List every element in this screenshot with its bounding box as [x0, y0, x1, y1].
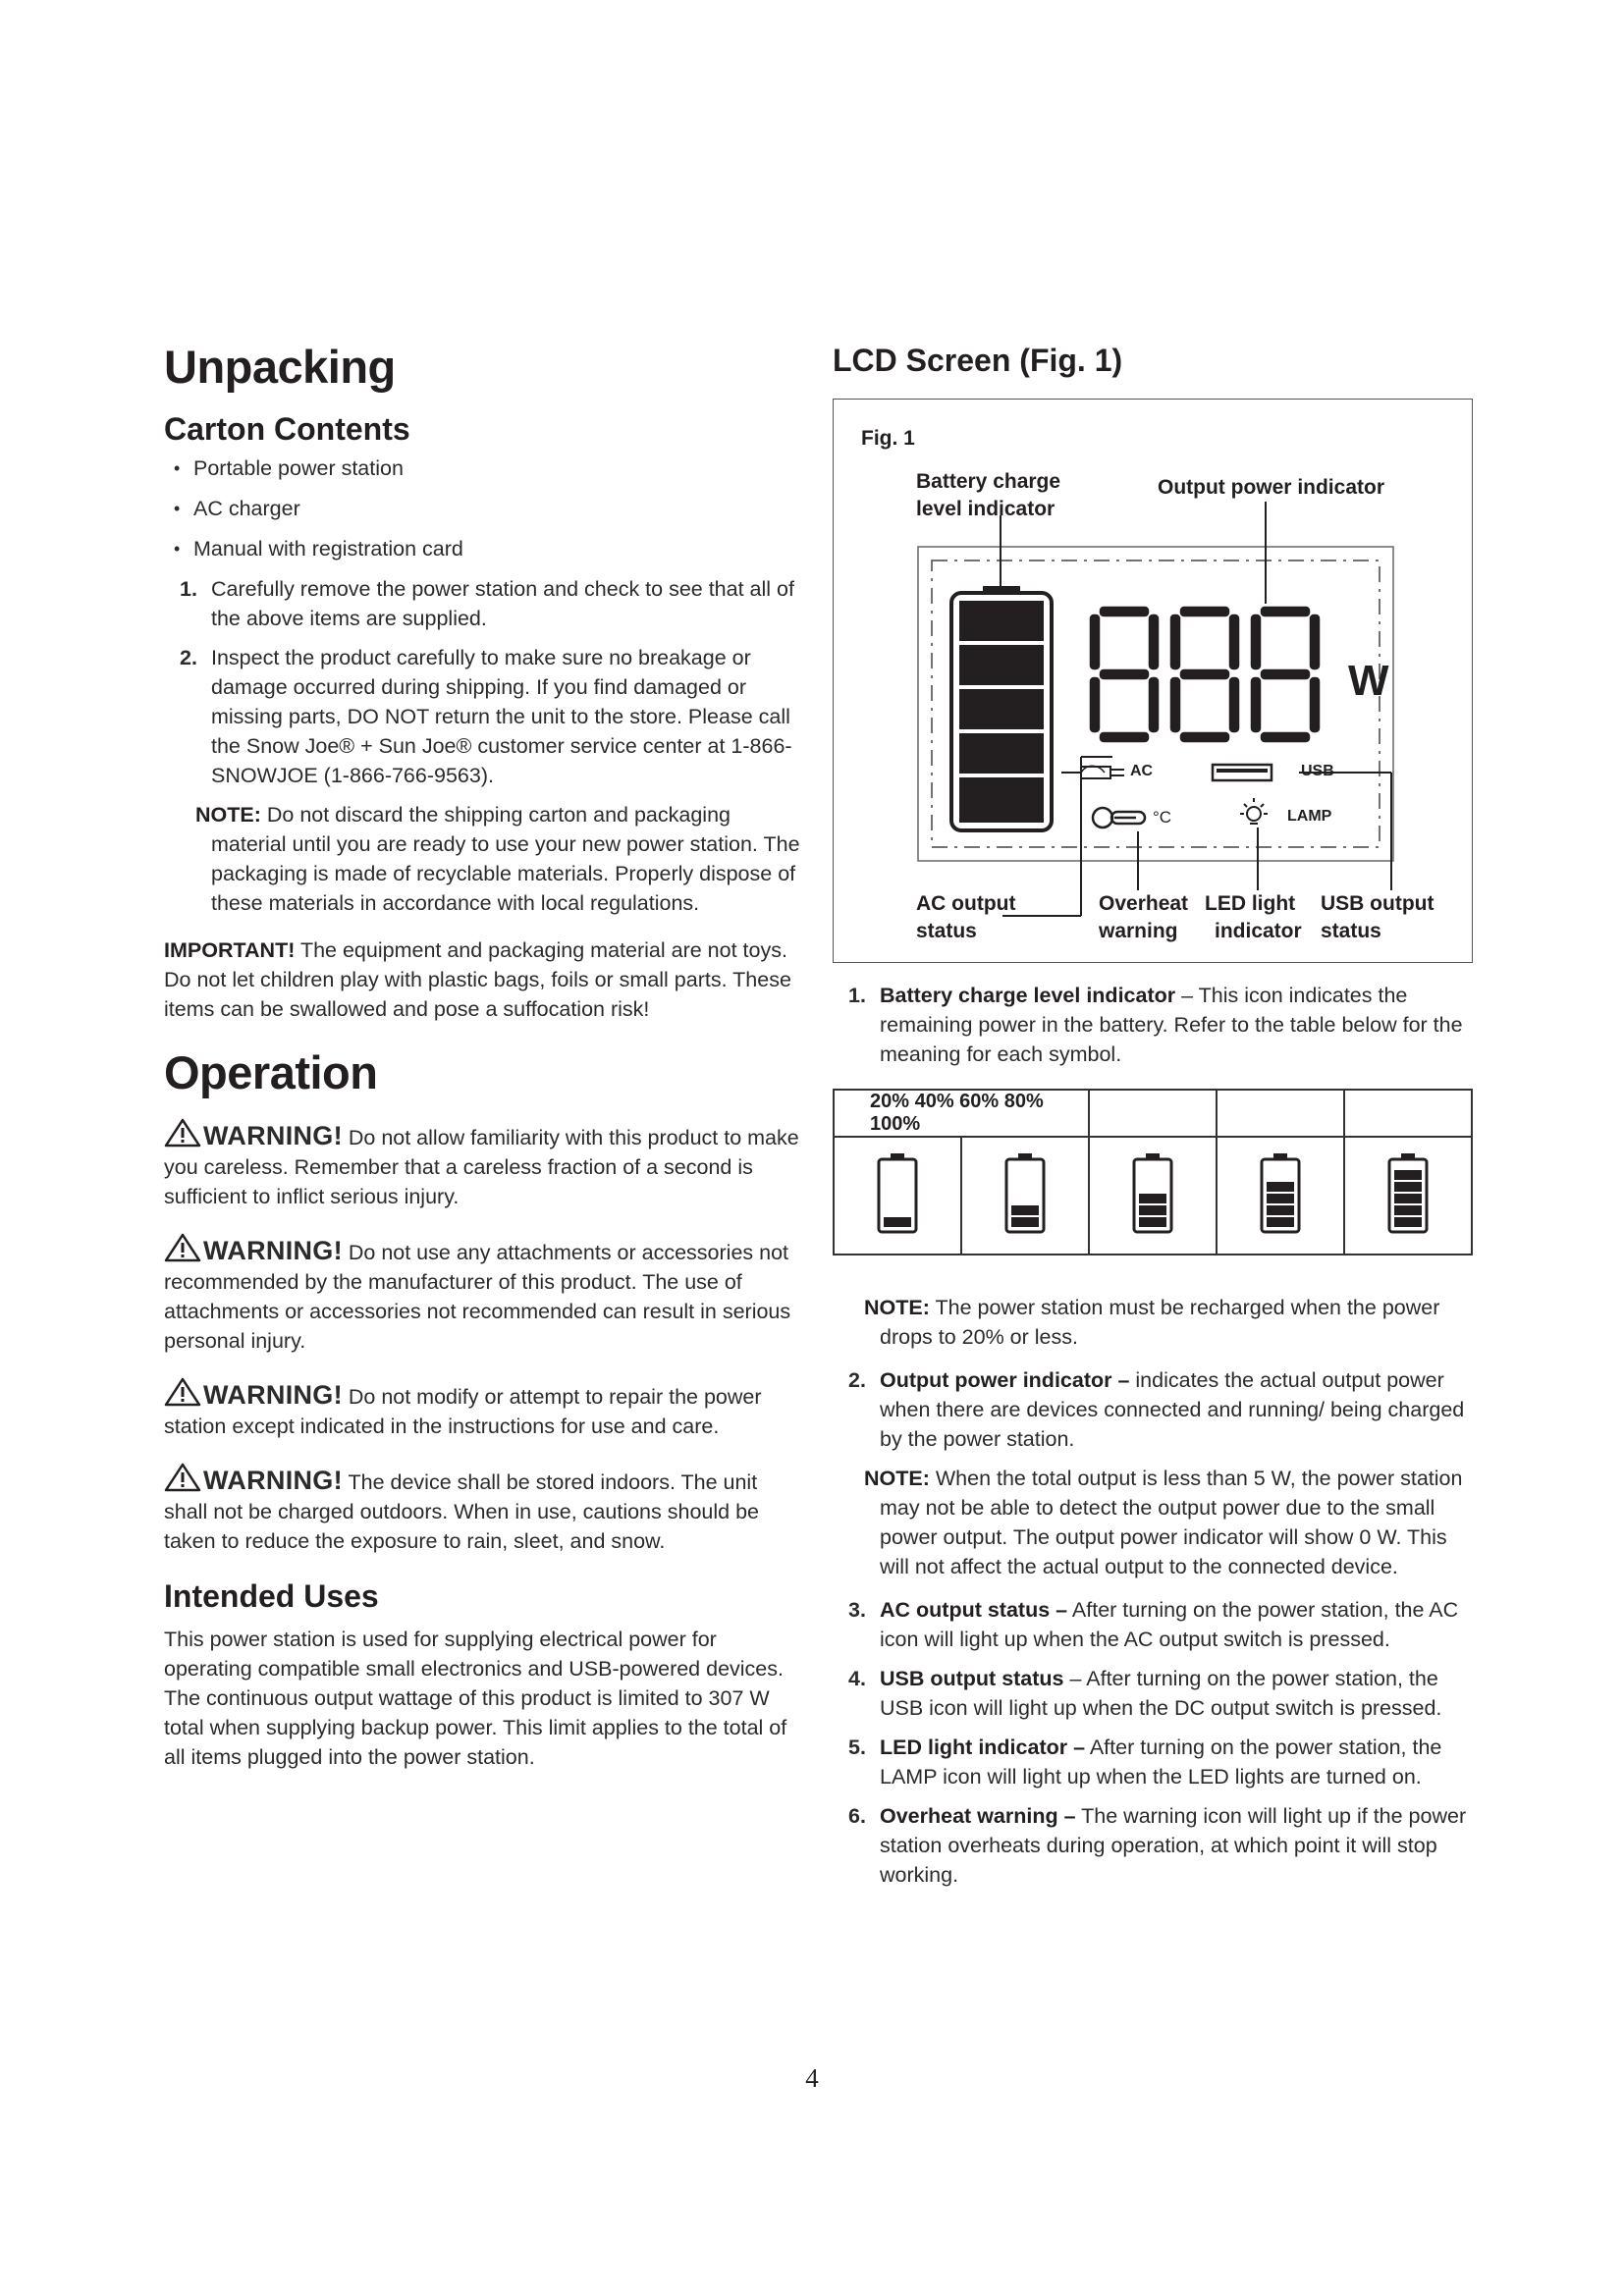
- list-item: 1. Carefully remove the power station and check to see that all of the above items are supplied.: [180, 577, 794, 631]
- battery-60-icon: [1131, 1152, 1174, 1235]
- battery-callout-label: Battery charge level indicator: [916, 470, 1061, 521]
- battery-level-cell: [1089, 1137, 1217, 1255]
- carton-contents-heading: Carton Contents: [164, 410, 410, 447]
- warning-block: WARNING! Do not use any attachments or accessories not recommended by the manufacturer of this product. The use of attachments or accessories not recommended can result in serious personal injury.: [164, 1233, 804, 1356]
- recharge-note: NOTE: The power station must be recharged when the power drops to 20% or less.: [864, 1296, 1440, 1350]
- battery-level-table: [833, 1089, 1473, 1255]
- warning-triangle-icon: [164, 1463, 201, 1492]
- intended-uses-heading: Intended Uses: [164, 1577, 379, 1614]
- page-number: 4: [805, 2063, 819, 2093]
- battery-40-icon: [1003, 1152, 1047, 1235]
- usb-output-status-label: USB output status: [1321, 892, 1435, 943]
- battery-level-cell: [961, 1137, 1089, 1255]
- output-callout-label: Output power indicator: [1158, 476, 1384, 500]
- list-item: 6. Overheat warning – The warning icon will light up if the power station overheats during operation, at which point it will stop working.: [848, 1804, 1467, 1888]
- temperature-icon-label: °C: [1153, 808, 1172, 828]
- battery-level-cell: [834, 1137, 961, 1255]
- seven-segment-digit: [1091, 608, 1158, 741]
- ac-plug-icon: [1061, 767, 1124, 779]
- operation-heading: Operation: [164, 1046, 378, 1099]
- led-light-indicator-label: LED light indicator: [1205, 892, 1302, 943]
- figure-label: Fig. 1: [861, 427, 915, 451]
- seven-segment-digit: [1171, 608, 1238, 741]
- intended-uses-text: This power station is used for supplying electrical power for operating compatible small electronics and USB-powered devices. The continuous output wattage of this product is limited to 307 W total when supplying backup power. This limit applies to the total of all items plugged into the power station.: [164, 1628, 787, 1770]
- usb-battery-icon: [1213, 765, 1272, 780]
- list-item: • AC charger: [174, 494, 804, 523]
- battery-level-cell: [1217, 1137, 1344, 1255]
- watt-unit-label: W: [1348, 657, 1389, 706]
- overheat-warning-label: Overheat warning: [1099, 892, 1189, 943]
- list-item: • Portable power station: [174, 454, 804, 483]
- battery-level-cell: [1344, 1137, 1472, 1255]
- warning-triangle-icon: [164, 1118, 201, 1148]
- list-item: 5. LED light indicator – After turning on the power station, the LAMP icon will light up when the LED lights are turned on.: [848, 1735, 1442, 1789]
- list-item: 4. USB output status – After turning on the power station, the USB icon will light up when the DC output switch is pressed.: [848, 1667, 1442, 1721]
- list-item: 3. AC output status – After turning on the power station, the AC icon will light up when the AC output switch is pressed.: [848, 1598, 1459, 1652]
- battery-100-icon: [1386, 1152, 1430, 1235]
- left-column: [164, 342, 804, 1772]
- lcd-items-part1: [833, 981, 1473, 1069]
- warning-block: WARNING! Do not allow familiarity with this product to make you careless. Remember that a careless fraction of a second is sufficient to inflict serious injury.: [164, 1118, 804, 1211]
- battery-80-icon: [1259, 1152, 1302, 1235]
- seven-segment-digit: [1252, 608, 1319, 741]
- list-item: • Manual with registration card: [174, 534, 804, 563]
- lamp-icon-label: LAMP: [1287, 808, 1332, 826]
- usb-icon-label: USB: [1301, 763, 1334, 780]
- unpacking-steps: [164, 574, 804, 790]
- warning-triangle-icon: [164, 1233, 201, 1262]
- thermometer-icon: [1093, 808, 1145, 828]
- unpacking-heading: Unpacking: [164, 341, 396, 393]
- output-note: NOTE: When the total output is less than 5 W, the power station may not be able to detect the output power due to the small power output. The output power indicator will show 0 W. This will not affect the actual output to the connected device.: [864, 1467, 1463, 1579]
- right-column: [833, 342, 1473, 1899]
- carton-contents-list: [174, 454, 804, 563]
- lcd-items-part2: [833, 1293, 1473, 1890]
- battery-table-header: 20% 40% 60% 80% 100%: [834, 1090, 1089, 1137]
- lamp-bulb-icon: [1240, 798, 1268, 824]
- important-notice: IMPORTANT! The equipment and packaging material are not toys. Do not let children play with plastic bags, foils or small parts. These items can be swallowed and pose a suffocation risk!: [164, 938, 791, 1022]
- ac-icon-label: AC: [1130, 763, 1154, 780]
- ac-output-status-label: AC output status: [916, 892, 1016, 943]
- warning-triangle-icon: [164, 1377, 201, 1407]
- warning-block: WARNING! Do not modify or attempt to repair the power station except indicated in the instructions for use and care.: [164, 1377, 804, 1441]
- battery-20-icon: [876, 1152, 919, 1235]
- warning-block: WARNING! The device shall be stored indoors. The unit shall not be charged outdoors. When in use, cautions should be taken to reduce the exposure to rain, sleet, and snow.: [164, 1463, 804, 1556]
- list-item: 1. Battery charge level indicator – This icon indicates the remaining power in the battery. Refer to the table below for the meaning for each symbol.: [848, 984, 1463, 1067]
- unpacking-note: NOTE: Do not discard the shipping carton and packaging material until you are ready to use your new power station. The packaging is made of recyclable materials. Properly dispose of these materials in accordance with local regulations.: [195, 803, 800, 916]
- lcd-screen-heading: LCD Screen (Fig. 1): [833, 343, 1123, 378]
- list-item: 2. Inspect the product carefully to make sure no breakage or damage occurred during shipping. If you find damaged or missing parts, DO NOT return the unit to the store. Please call the Snow Joe® + Sun Joe® customer service center at 1-866-SNOWJOE (1-866-766-9563).: [180, 646, 792, 788]
- list-item: 2. Output power indicator – indicates the actual output power when there are devices connected and running/ being charged by the power station.: [848, 1368, 1465, 1452]
- lcd-figure: [833, 399, 1473, 963]
